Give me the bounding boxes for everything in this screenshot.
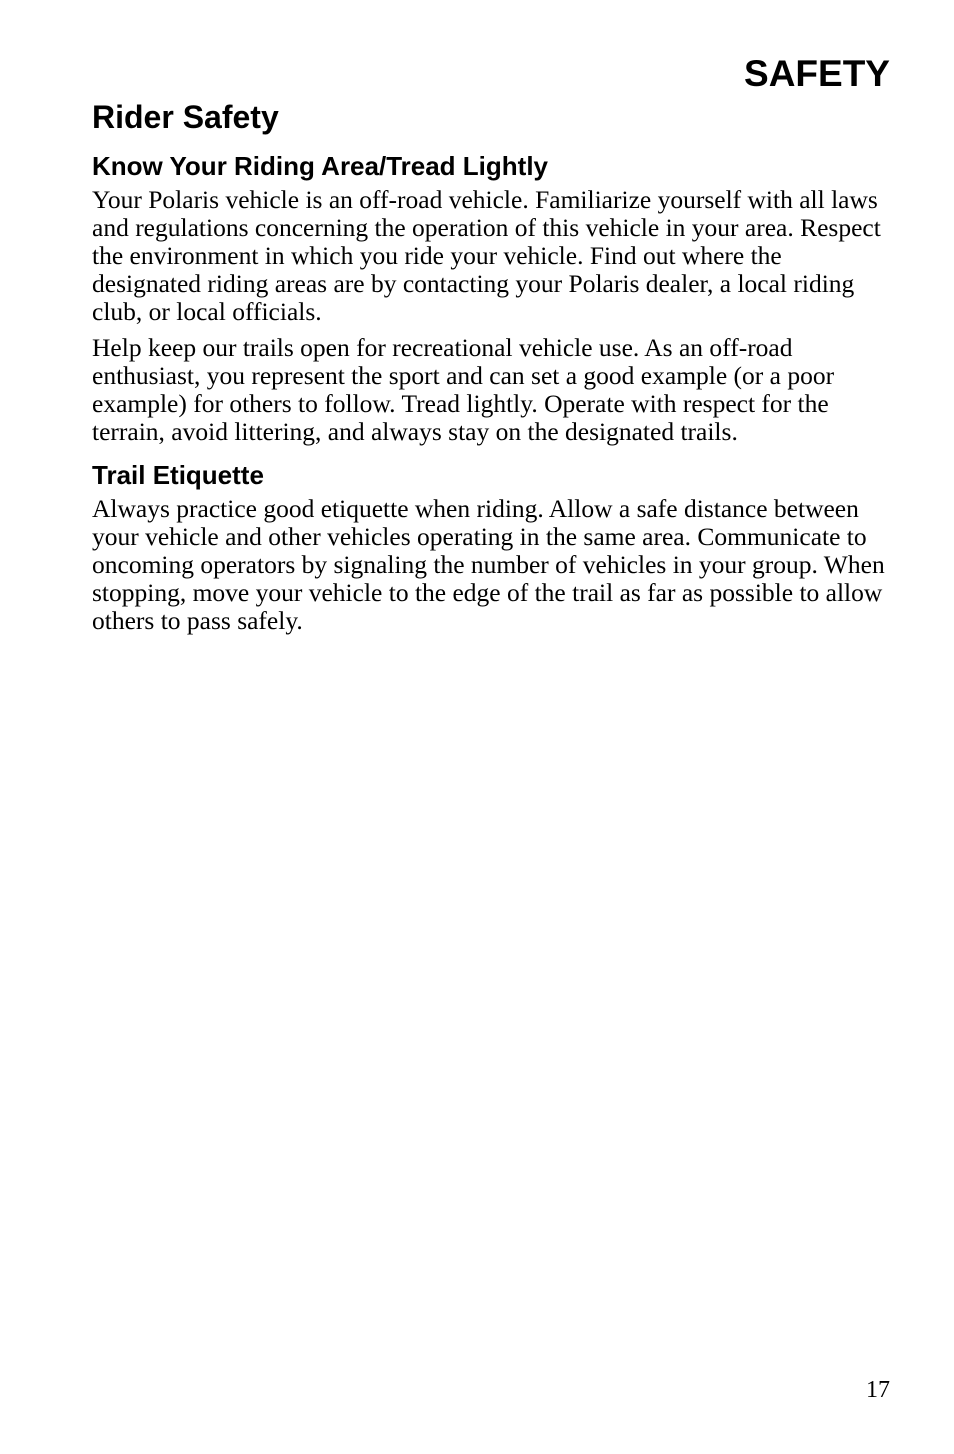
subheading-trail-etiquette: Trail Etiquette — [92, 460, 264, 490]
paragraph-trail-etiquette: Always practice good etiquette when riding. Allow a safe distance between your vehicle and other vehicles operating in the same area. Communicate to oncoming operators by signaling the number of vehicles in your group. When stopping, move your vehicle to the edge of the trail as far as possible to allow others to pass safely. — [92, 494, 885, 635]
section-title: Rider Safety — [92, 99, 279, 135]
chapter-title: SAFETY — [744, 53, 890, 94]
manual-page — [92, 0, 890, 1454]
page-content — [92, 150, 890, 643]
paragraph-tread-lightly: Help keep our trails open for recreational vehicle use. As an off-road enthusiast, you represent the sport and can set a good example (or a poor example) for others to follow. Tread lightly. Operate with respect for the terrain, avoid littering, and always stay on the designated trails. — [92, 333, 835, 446]
page-number: 17 — [866, 1377, 890, 1403]
subheading-riding-area: Know Your Riding Area/Tread Lightly — [92, 151, 549, 181]
paragraph-riding-area: Your Polaris vehicle is an off-road vehicle. Familiarize yourself with all laws and regulations concerning the operation of this vehicle in your area. Respect the environment in which you ride your vehicle. Find out where the designated riding areas are by contacting your Polaris dealer, a local riding club, or local officials. — [92, 185, 881, 326]
